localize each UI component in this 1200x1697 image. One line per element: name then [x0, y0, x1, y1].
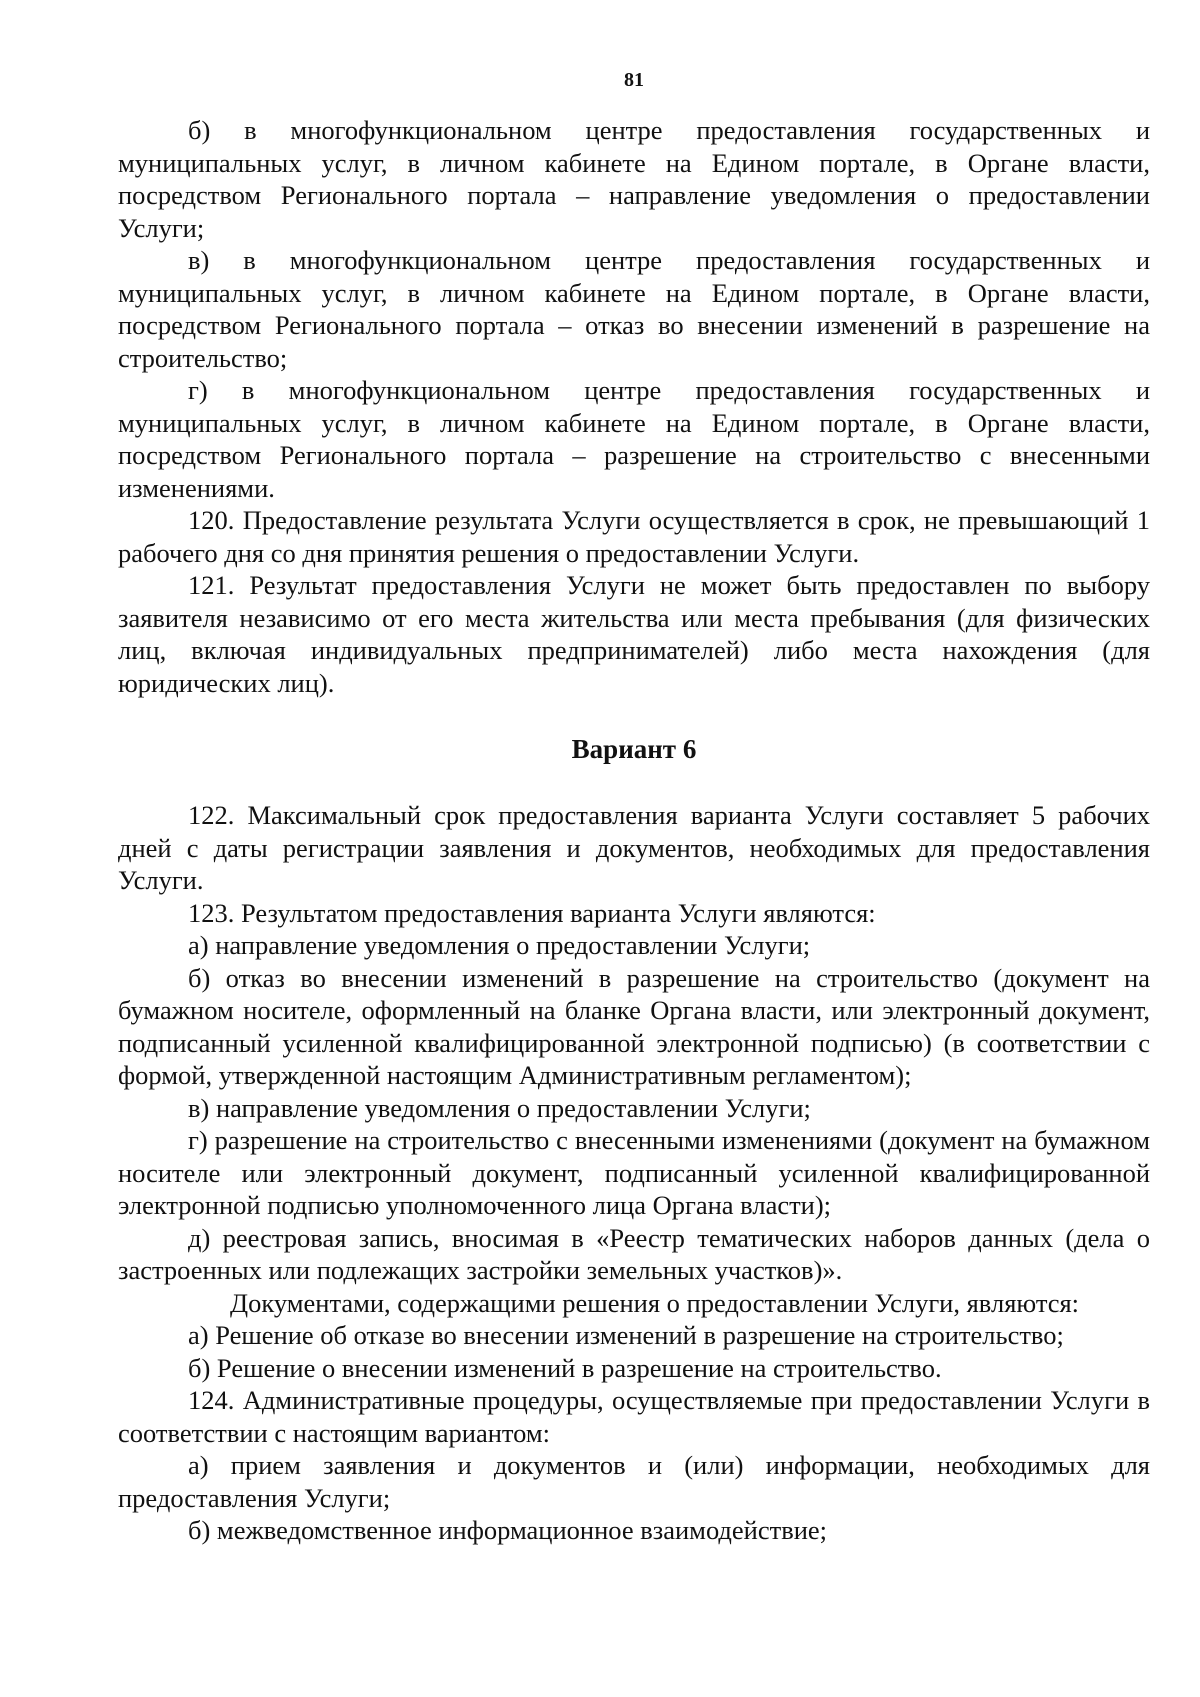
paragraph-124: 124. Административные процедуры, осуществляемые при предоставлении Услуги в соответствии с настоящим вариантом:	[118, 1385, 1150, 1448]
paragraph-124-a: а) прием заявления и документов и (или) информации, необходимых для предоставления Услуги;	[118, 1450, 1150, 1513]
paragraph-123-g: г) разрешение на строительство с внесенными изменениями (документ на бумажном носителе или электронный документ, подписанный усиленной квалифицированной электронной подписью уполномоченного лица Органа власти);	[118, 1125, 1150, 1220]
documents-intro: Документами, содержащими решения о предоставлении Услуги, являются:	[230, 1287, 1080, 1318]
paragraph-123-b: б) отказ во внесении изменений в разрешение на строительство (документ на бумажном носителе, оформленный на бланке Органа власти, или электронный документ, подписанный усиленной квалифицированной электронной подписью) (в соответствии с формой, утвержденной настоящим Административным регламентом);	[118, 962, 1150, 1090]
paragraph-123: 123. Результатом предоставления варианта Услуги являются:	[188, 897, 876, 928]
paragraph-124-b: б) межведомственное информационное взаимодействие;	[188, 1515, 828, 1545]
paragraph-g-permit: г) в многофункциональном центре предоставления государственных и муниципальных услуг, в личном кабинете на Едином портале, в Органе власти, посредством Регионального портала – разрешение на строительство с внесенными изменениями.	[118, 375, 1150, 503]
paragraph-documents-b: б) Решение о внесении изменений в разрешение на строительство.	[188, 1352, 942, 1383]
section-heading-variant-6: Вариант 6	[571, 734, 697, 764]
paragraph-121: 121. Результат предоставления Услуги не может быть предоставлен по выбору заявителя независимо от его места жительства или места пребывания (для физических лиц, включая индивидуальных предпринимателей) либо места нахождения (для юридических лиц).	[118, 570, 1150, 698]
paragraph-123-a: а) направление уведомления о предоставлении Услуги;	[188, 930, 811, 960]
paragraph-123-d: д) реестровая запись, вносимая в «Реестр тематических наборов данных (дела о застроенных или подлежащих застройки земельных участков)».	[118, 1222, 1150, 1285]
page-number: 81	[624, 69, 644, 91]
paragraph-documents-a: а) Решение об отказе во внесении изменений в разрешение на строительство;	[188, 1320, 1064, 1350]
paragraph-122: 122. Максимальный срок предоставления варианта Услуги составляет 5 рабочих дней с даты регистрации заявления и документов, необходимых для предоставления Услуги.	[118, 800, 1150, 895]
paragraph-120: 120. Предоставление результата Услуги осуществляется в срок, не превышающий 1 рабочего дня со дня принятия решения о предоставлении Услуги.	[118, 505, 1150, 568]
document-page	[118, 66, 1150, 1547]
paragraph-123-v: в) направление уведомления о предоставлении Услуги;	[188, 1092, 811, 1123]
paragraph-b-notification: б) в многофункциональном центре предоставления государственных и муниципальных услуг, в личном кабинете на Едином портале, в Органе власти, посредством Регионального портала – направление уведомления о предоставлении Услуги;	[118, 115, 1150, 243]
paragraph-v-refusal: в) в многофункциональном центре предоставления государственных и муниципальных услуг, в личном кабинете на Едином портале, в Органе власти, посредством Регионального портала – отказ во внесении изменений в разрешение на строительство;	[118, 245, 1150, 373]
